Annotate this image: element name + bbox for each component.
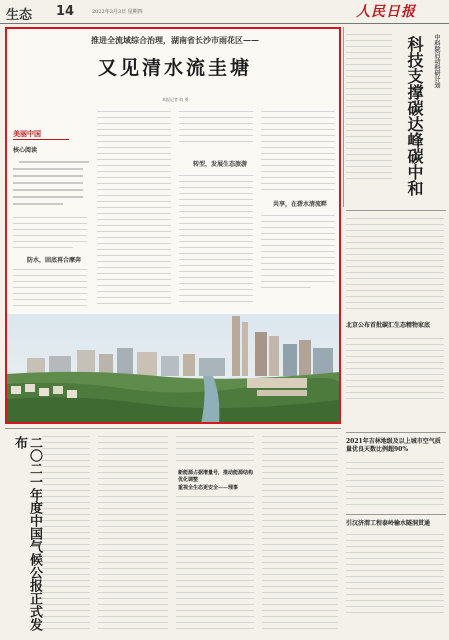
river-park-photo (7, 314, 339, 424)
text-column-2 (97, 105, 173, 317)
column-brand-tag: 美丽中国 (13, 129, 41, 138)
right-mid-title: 北京公布首批碳汇生态精物家底 (346, 322, 431, 329)
feature-byline: 本报记者 何 勇 (162, 97, 189, 102)
subhead-3: 共享，在碧水清流畔 (273, 201, 328, 208)
bottom-subtitle-2: 重视全生态更安全——理事 (178, 485, 239, 491)
bottom-text-col-2 (98, 432, 170, 632)
core-reading-label: 核心阅读 (13, 147, 38, 154)
page-number: 14 (56, 4, 75, 19)
right-divider-3 (346, 514, 446, 515)
subhead-2: 转型，发展生态旅游 (193, 161, 248, 168)
column-divider (343, 27, 344, 207)
right-text-block-4 (346, 458, 446, 522)
page-header (0, 0, 449, 24)
climate-report-headline: 二〇二一年度中国气候公报正式发布 (12, 436, 42, 631)
right-divider-1 (346, 210, 446, 211)
right-text-block-1 (346, 28, 394, 208)
right-kicker: 中科院启动科研计划 (433, 34, 440, 88)
subhead-1: 防水，固底再合摩奔 (27, 257, 82, 264)
right-text-block-5 (346, 530, 446, 620)
bottom-subtitle: 新能源占据增量号，推动能源结构优化调整 (178, 470, 254, 483)
section-name: 生态 (6, 8, 33, 23)
right-text-block-3 (346, 334, 446, 404)
newspaper-logo: 人民日报 (356, 4, 416, 20)
right-divider-2 (346, 432, 446, 433)
bottom-text-col-1 (42, 432, 92, 632)
right-bottom-title-1: 2021年吉林地级及以上城市空气质量优良天数比例超90% (346, 438, 441, 453)
bottom-text-col-3 (176, 432, 256, 632)
text-column-1 (13, 105, 89, 317)
feature-kicker: 推进全流域综合治理，湖南省长沙市雨花区—— (91, 35, 259, 45)
text-column-4 (261, 105, 337, 317)
right-headline: 科技支撑碳达峰碳中和 (405, 36, 424, 196)
text-column-3 (179, 105, 255, 317)
right-text-block-2 (346, 214, 446, 314)
bottom-text-col-4 (262, 432, 340, 632)
bottom-section-divider (5, 428, 341, 429)
issue-date: 2022年3月3日 星期四 (92, 9, 143, 15)
feature-headline: 又见清水流圭塘 (97, 57, 252, 79)
right-bottom-title-2: 引汉济渭工程泰岭输水隧洞贯通 (346, 520, 431, 527)
feature-article (5, 27, 341, 424)
